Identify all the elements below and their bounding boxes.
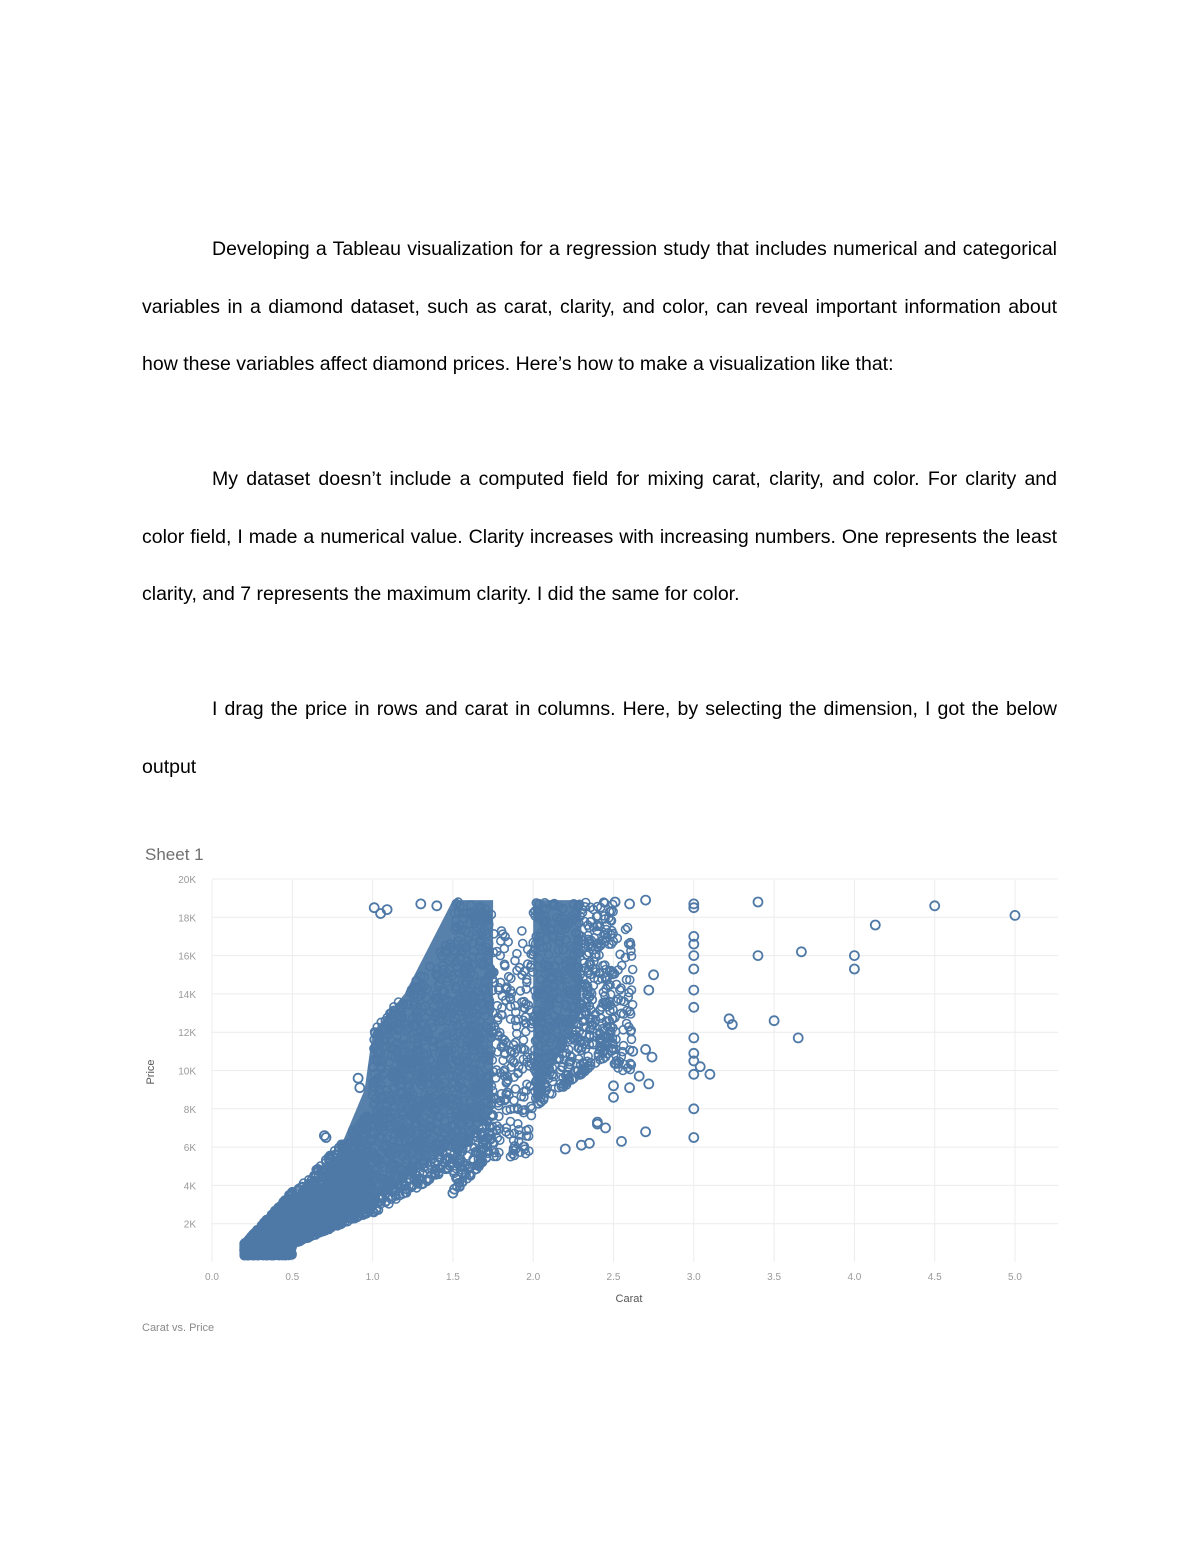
scatter-point (601, 1123, 610, 1132)
y-tick-label: 8K (183, 1104, 196, 1116)
scatter-point (505, 973, 513, 981)
scatter-point (641, 1127, 650, 1136)
scatter-point (625, 899, 634, 908)
chart-caption: Carat vs. Price (142, 1322, 215, 1334)
chart-sheet-title: Sheet 1 (145, 845, 204, 864)
scatter-point (432, 901, 441, 910)
x-tick-label: 3.0 (686, 1272, 701, 1283)
x-tick-label: 4.0 (847, 1272, 862, 1283)
y-tick-label: 20K (178, 875, 196, 886)
scatter-point (696, 1062, 705, 1071)
x-tick-label: 4.5 (927, 1272, 942, 1283)
x-tick-label: 1.0 (365, 1272, 380, 1283)
scatter-point (625, 1083, 634, 1092)
scatter-point (416, 899, 425, 908)
y-tick-label: 6K (183, 1143, 196, 1155)
x-tick-label: 2.0 (526, 1272, 541, 1283)
scatter-point (520, 1036, 528, 1044)
x-tick-label: 5.0 (1008, 1272, 1022, 1283)
y-axis-ticks (178, 875, 196, 1231)
scatter-point (754, 898, 763, 907)
scatter-point (510, 1097, 518, 1105)
x-tick-label: 0.0 (205, 1272, 219, 1283)
scatter-point (797, 947, 806, 956)
scatter-point (649, 970, 658, 979)
scatter-point (507, 1015, 515, 1023)
scatter-point (794, 1033, 803, 1042)
x-tick-label: 1.5 (445, 1272, 460, 1283)
scatter-point (628, 1035, 636, 1043)
scatter-point (629, 966, 637, 974)
y-tick-label: 14K (178, 989, 196, 1001)
y-tick-label: 18K (178, 913, 196, 925)
x-tick-label: 2.5 (606, 1272, 621, 1283)
paragraph-intro: Developing a Tableau visualization for a regression study that includes numerical and categorical variables in a diamond dataset, such as carat, clarity, and color, can reveal important information about how these variables affect diamond prices. Here’s how to make a visualization like that: (142, 238, 1057, 376)
y-axis-label: Price (145, 1059, 157, 1085)
x-axis-label: Carat (615, 1293, 643, 1305)
scatter-point (522, 1028, 530, 1036)
scatter-point (871, 921, 880, 930)
scatter-point (644, 1079, 653, 1088)
y-tick-label: 16K (178, 951, 196, 963)
paragraph-output: I drag the price in rows and carat in columns. Here, by selecting the dimension, I got the below output (142, 698, 1057, 778)
dense-scatter-cloud (240, 898, 637, 1260)
scatter-point (641, 896, 650, 905)
y-tick-label: 4K (183, 1181, 196, 1193)
y-tick-label: 10K (178, 1066, 196, 1078)
scatter-point (641, 1045, 650, 1054)
scatter-point (617, 1137, 626, 1146)
scatter-point (355, 1083, 364, 1092)
paragraph-dataset: My dataset doesn’t include a computed field for mixing carat, clarity, and color. For clarity and color field, I made a numerical value. Clarity increases with increasing numbers. One represents the least clarity, and 7 represents the maximum clarity. I did the same for color. (142, 468, 1057, 606)
y-tick-label: 12K (178, 1028, 196, 1040)
scatter-point (644, 986, 653, 995)
scatter-point (648, 1053, 657, 1062)
scatter-point (624, 924, 632, 932)
x-axis-ticks (205, 1272, 1022, 1283)
x-tick-label: 3.5 (767, 1272, 782, 1283)
scatter-point (635, 1072, 644, 1081)
scatter-point (518, 927, 526, 935)
scatter-point (354, 1074, 363, 1083)
scatter-point (561, 1145, 570, 1154)
y-tick-label: 2K (183, 1219, 196, 1231)
scatter-point (507, 1118, 515, 1126)
x-tick-label: 0.5 (285, 1272, 300, 1283)
scatter-point (512, 1085, 520, 1093)
scatter-chart (140, 870, 1070, 1315)
scatter-point (705, 1070, 714, 1079)
